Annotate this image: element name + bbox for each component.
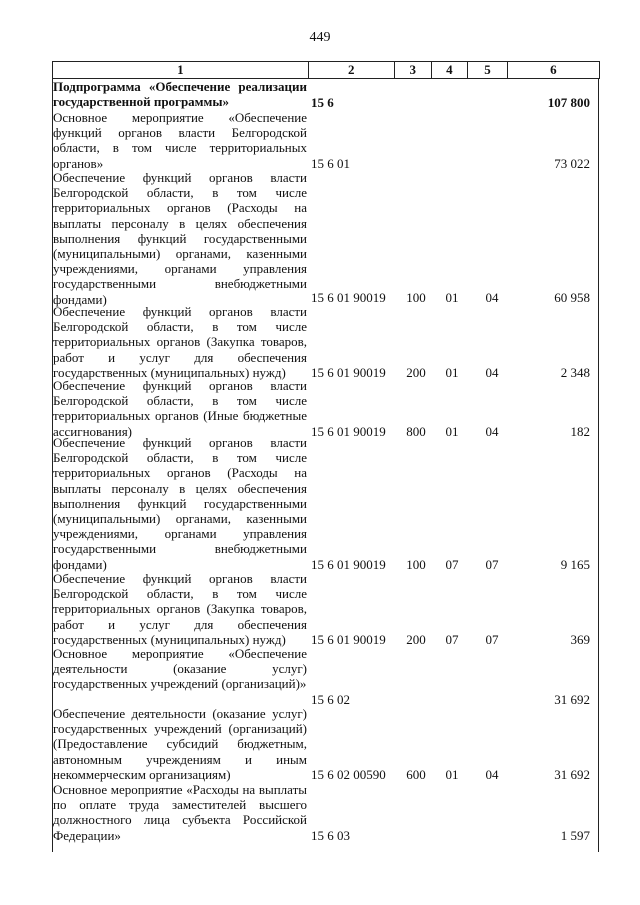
row-pr: 07	[485, 632, 499, 647]
header-col-2: 2	[309, 62, 395, 78]
row-description: Обеспечение функций органов власти Белгородской области, в том числе территориальных органов (Иные бюджетные ассигнования)	[53, 378, 307, 439]
row-amount: 107 800	[547, 95, 590, 110]
row-description: Основное мероприятие «Расходы на выплаты по оплате труда заместителей высшего должностного лица субъекта Российской Федерации»	[53, 782, 307, 843]
row-description: Обеспечение функций органов власти Белгородской области, в том числе территориальных органов (Расходы на выплаты персоналу в целях обеспечения выполнения функций государственными (муниципальными) органами, казенными учреждениями, органами управления государственными внебюджетными фондами)	[53, 170, 307, 307]
row-code: 15 6 01 90019	[311, 632, 386, 647]
row-amount: 31 692	[554, 692, 590, 707]
table-row	[52, 79, 598, 113]
row-description: Основное мероприятие «Обеспечение деятельности (оказание услуг) государственных учреждений (организаций)»	[53, 646, 307, 692]
row-pr: 04	[485, 767, 499, 782]
row-rz: 01	[445, 365, 459, 380]
row-amount: 60 958	[554, 290, 590, 305]
table-row	[52, 782, 598, 852]
row-amount: 9 165	[560, 557, 590, 572]
row-pr: 07	[485, 557, 499, 572]
row-pr: 04	[485, 365, 499, 380]
row-pr: 04	[485, 424, 499, 439]
row-rz: 07	[445, 557, 459, 572]
row-description: Основное мероприятие «Обеспечение функций органов власти Белгородской области, в том числе территориальных органов»	[53, 110, 307, 171]
header-col-1: 1	[53, 62, 309, 78]
header-col-3: 3	[395, 62, 432, 78]
table-right-border	[598, 79, 599, 852]
row-code: 15 6 02 00590	[311, 767, 386, 782]
row-vr: 600	[406, 767, 426, 782]
header-col-5: 5	[468, 62, 508, 78]
row-vr: 200	[406, 365, 426, 380]
row-amount: 73 022	[554, 156, 590, 171]
row-description: Подпрограмма «Обеспечение реализации государственной программы»	[53, 79, 307, 110]
table-row	[52, 435, 598, 572]
row-amount: 31 692	[554, 767, 590, 782]
row-rz: 01	[445, 767, 459, 782]
table-row	[52, 706, 598, 783]
row-code: 15 6 01 90019	[311, 424, 386, 439]
row-description: Обеспечение функций органов власти Белгородской области, в том числе территориальных органов (Закупка товаров, работ и услуг для обеспечения государственных (муниципальных) нужд)	[53, 304, 307, 380]
row-description: Обеспечение деятельности (оказание услуг) государственных учреждений (организаций) (Предоставление субсидий бюджетным, автономным учреждениям и иным некоммерческим организациям)	[53, 706, 307, 782]
header-col-6: 6	[550, 62, 557, 77]
row-vr: 800	[406, 424, 426, 439]
row-code: 15 6 03	[311, 828, 350, 843]
table-row	[52, 170, 598, 307]
row-vr: 100	[406, 557, 426, 572]
row-description: Обеспечение функций органов власти Белгородской области, в том числе территориальных органов (Закупка товаров, работ и услуг для обеспечения государственных (муниципальных) нужд)	[53, 571, 307, 647]
row-code: 15 6 01 90019	[311, 290, 386, 305]
row-code: 15 6	[311, 95, 334, 110]
row-description: Обеспечение функций органов власти Белгородской области, в том числе территориальных органов (Расходы на выплаты персоналу в целях обеспечения выполнения функций государственными (муниципальными) органами, казенными учреждениями, органами управления государственными внебюджетными фондами)	[53, 435, 307, 572]
row-code: 15 6 01 90019	[311, 365, 386, 380]
row-vr: 200	[406, 632, 426, 647]
row-code: 15 6 01	[311, 156, 350, 171]
row-rz: 01	[445, 424, 459, 439]
page-number: 449	[309, 30, 331, 45]
table-row	[52, 378, 598, 438]
row-vr: 100	[406, 290, 426, 305]
table-row	[52, 110, 598, 170]
row-amount: 2 348	[560, 365, 590, 380]
table-row	[52, 304, 598, 381]
row-amount: 1 597	[560, 828, 590, 843]
table-row	[52, 571, 598, 648]
row-amount: 369	[570, 632, 590, 647]
table-header	[52, 61, 600, 79]
row-rz: 07	[445, 632, 459, 647]
row-pr: 04	[485, 290, 499, 305]
row-code: 15 6 01 90019	[311, 557, 386, 572]
header-col-4: 4	[432, 62, 469, 78]
row-code: 15 6 02	[311, 692, 350, 707]
row-amount: 182	[570, 424, 590, 439]
table-row	[52, 646, 598, 708]
row-rz: 01	[445, 290, 459, 305]
